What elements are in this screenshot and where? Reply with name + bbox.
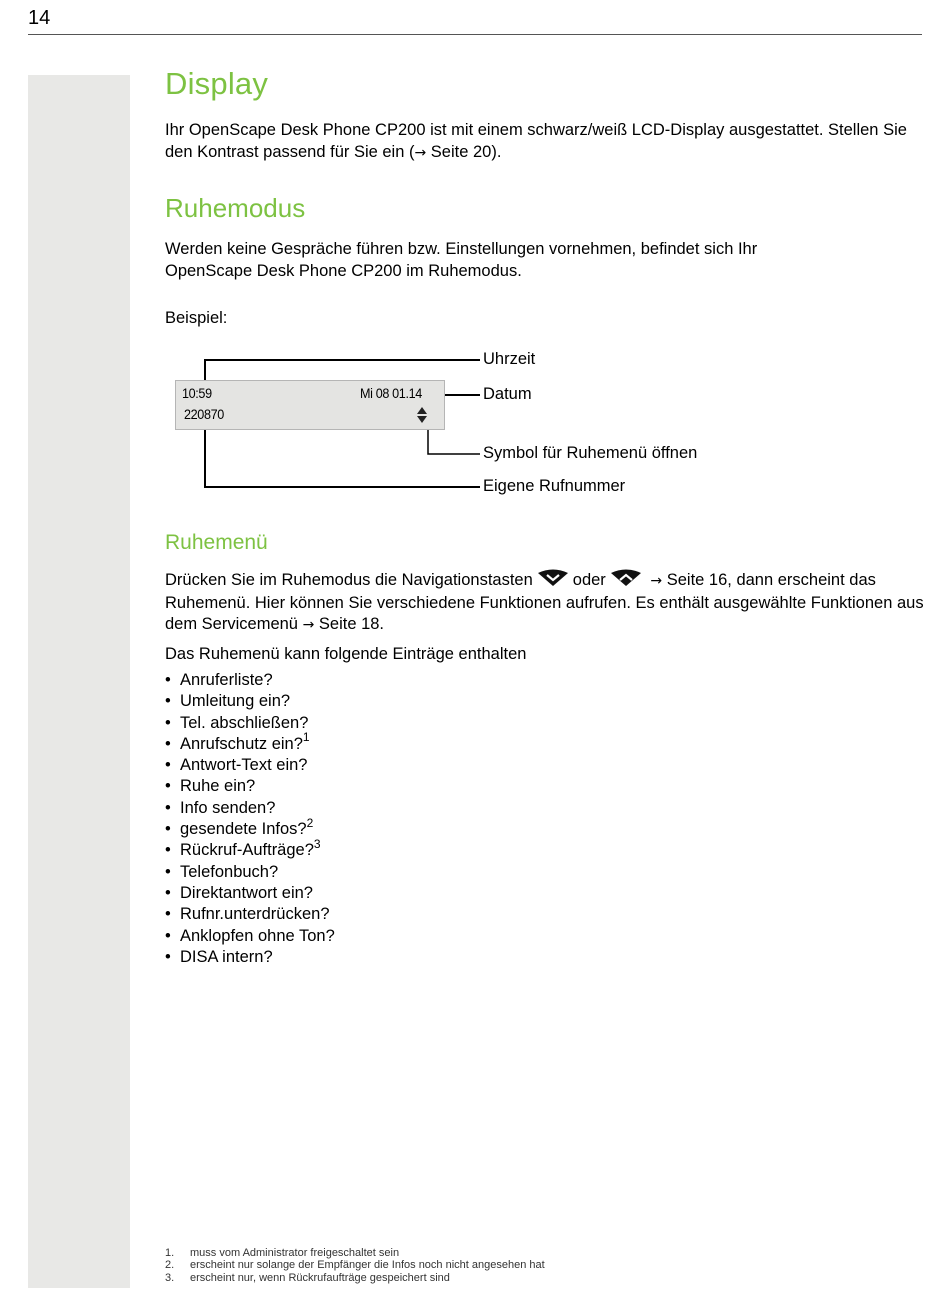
list-item: • Telefonbuch? xyxy=(165,862,335,883)
footnote-number: 2. xyxy=(165,1259,175,1272)
list-item: • Anruferliste? xyxy=(165,670,335,691)
footnote-ref[interactable]: 3 xyxy=(313,836,321,851)
list-item: • Anklopfen ohne Ton? xyxy=(165,926,335,947)
footnote-text: erscheint nur, wenn Rückrufaufträge gespeichert sind xyxy=(190,1271,450,1284)
example-label: Beispiel: xyxy=(165,309,228,327)
lcd-display xyxy=(175,380,445,430)
arrow-icon: → xyxy=(650,573,663,589)
list-item: • gesendete Infos?$^2$ xyxy=(165,819,335,840)
footnote-number: 1. xyxy=(165,1247,175,1259)
footnote-row xyxy=(165,1259,545,1271)
page-title: Display xyxy=(165,66,269,101)
footnote-text: erscheint nur solange der Empfänger die Infos noch nicht angesehen hat xyxy=(190,1259,545,1272)
ruhemenu-paragraph: Drücken Sie im Ruhemodus die Navigationstasten oder → Seite 16, dann erscheint das Ruhemenü. Hier können Sie verschiedene Funktionen aufrufen. Es enthält ausgewählte Funktionen aus dem Servicemenü → Seite 18. xyxy=(165,571,924,633)
display-diagram xyxy=(165,340,765,510)
label-rufnummer: Eigene Rufnummer xyxy=(483,477,626,495)
label-uhrzeit: Uhrzeit xyxy=(483,350,536,368)
footnote-row xyxy=(165,1247,545,1259)
nav-up-key-icon xyxy=(610,569,642,587)
list-item: • Tel. abschließen? xyxy=(165,713,335,734)
footnote-text: muss vom Administrator freigeschaltet sein xyxy=(190,1247,400,1259)
intro-paragraph xyxy=(165,120,925,164)
intro-text: Ihr OpenScape Desk Phone CP200 ist mit einem schwarz/weiß LCD-Display ausgestattet. Stellen Sie den Kontrast passend für Sie ein ( xyxy=(165,121,907,161)
label-datum: Datum xyxy=(483,385,532,403)
list-item: • Anrufschutz ein?$^1$ xyxy=(165,734,335,755)
footnotes xyxy=(165,1247,545,1284)
list-item: • Info senden? xyxy=(165,798,335,819)
list-item: • DISA intern? xyxy=(165,947,335,968)
heading-ruhemodus: Ruhemodus xyxy=(165,193,306,223)
list-item: • Antwort-Text ein? xyxy=(165,755,335,776)
footnote-ref[interactable]: 1 xyxy=(302,730,310,745)
ruhemenu-item-list xyxy=(165,670,335,968)
header-rule xyxy=(28,34,922,35)
list-item: • Direktantwort ein? xyxy=(165,883,335,904)
side-margin-bar xyxy=(28,75,130,1288)
intro-page-ref[interactable]: Seite 20). xyxy=(426,142,502,161)
list-item: • Rufnr.unterdrücken? xyxy=(165,904,335,925)
ruhemodus-paragraph: Werden keine Gespräche führen bzw. Einstellungen vornehmen, befindet sich Ihr OpenScape Desk Phone CP200 im Ruhemodus. xyxy=(165,240,758,280)
footnote-number: 3. xyxy=(165,1271,175,1284)
up-down-arrow-icon xyxy=(416,406,428,424)
lcd-date: Mi 08 01.14 xyxy=(360,385,422,401)
arrow-icon: → xyxy=(414,144,427,161)
list-item: • Rückruf-Aufträge?$^3$ xyxy=(165,840,335,861)
page-number: 14 xyxy=(28,7,51,29)
list-item: • Umleitung ein? xyxy=(165,691,335,712)
footnote-row xyxy=(165,1272,545,1284)
nav-down-key-icon xyxy=(537,569,569,587)
lcd-time: 10:59 xyxy=(182,385,212,401)
label-symbol: Symbol für Ruhemenü öffnen xyxy=(483,444,698,462)
arrow-icon: → xyxy=(302,617,315,633)
ruhemenu-intro: Das Ruhemenü kann folgende Einträge enthalten xyxy=(165,645,527,663)
lcd-number: 220870 xyxy=(184,406,224,422)
list-item: • Ruhe ein? xyxy=(165,776,335,797)
footnote-ref[interactable]: 2 xyxy=(306,815,314,830)
heading-ruhemenu: Ruhemenü xyxy=(165,531,268,554)
